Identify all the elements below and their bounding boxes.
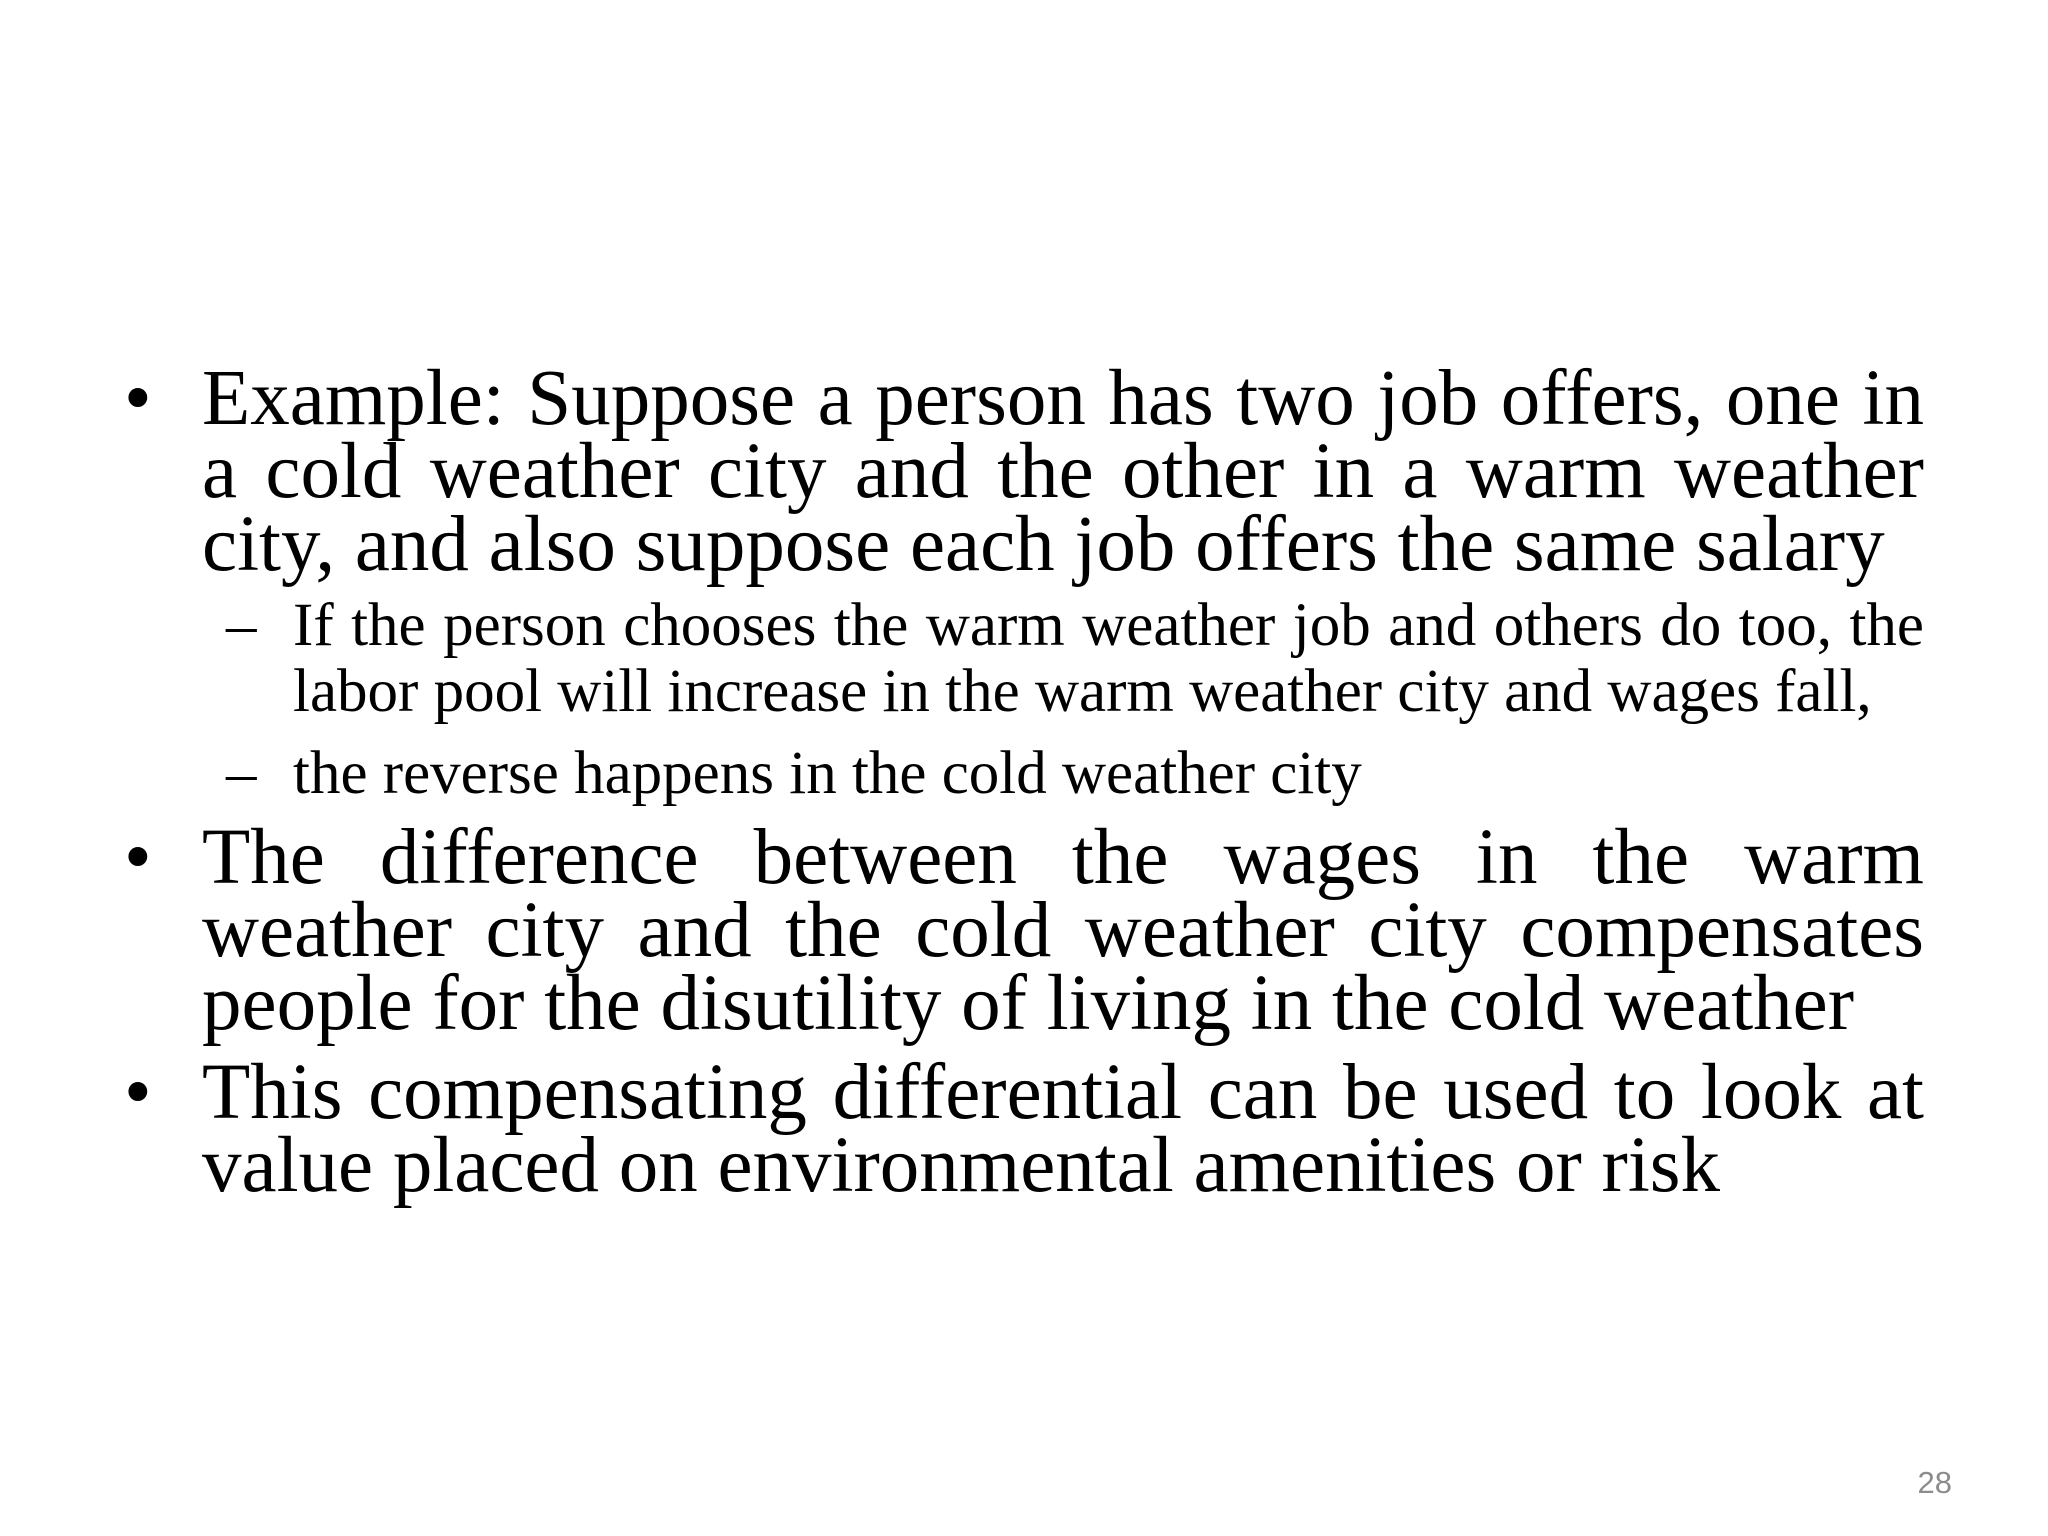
bullet-icon: •: [124, 1049, 152, 1136]
bullet-item-example: [118, 355, 1924, 588]
sub-bullet-text: the reverse happens in the cold weather city: [293, 740, 1362, 807]
bullet-icon: •: [124, 355, 152, 442]
sub-bullet-item-cold-weather: [118, 741, 1924, 807]
bullet-item-wage-difference: [118, 814, 1924, 1047]
sub-bullet-item-warm-weather: [118, 593, 1924, 725]
page-number: 28: [1917, 1465, 1952, 1500]
bullet-item-compensating-differential: [118, 1049, 1924, 1209]
sub-bullet-text: If the person chooses the warm weather job and others do too, the labor pool will increase in the warm weather city and wages fall,: [293, 592, 1924, 725]
bullet-text: This compensating differential can be used to look at value placed on environmental amenities or risk: [202, 1049, 1924, 1209]
bullet-icon: •: [124, 814, 152, 901]
dash-icon: –: [226, 740, 257, 807]
slide-body: [118, 355, 1924, 1209]
bullet-text: The difference between the wages in the warm weather city and the cold weather city compensates people for the disutility of living in the cold weather: [202, 814, 1924, 1047]
dash-icon: –: [226, 592, 257, 659]
bullet-text: Example: Suppose a person has two job offers, one in a cold weather city and the other in a warm weather city, and also suppose each job offers the same salary: [202, 355, 1924, 588]
